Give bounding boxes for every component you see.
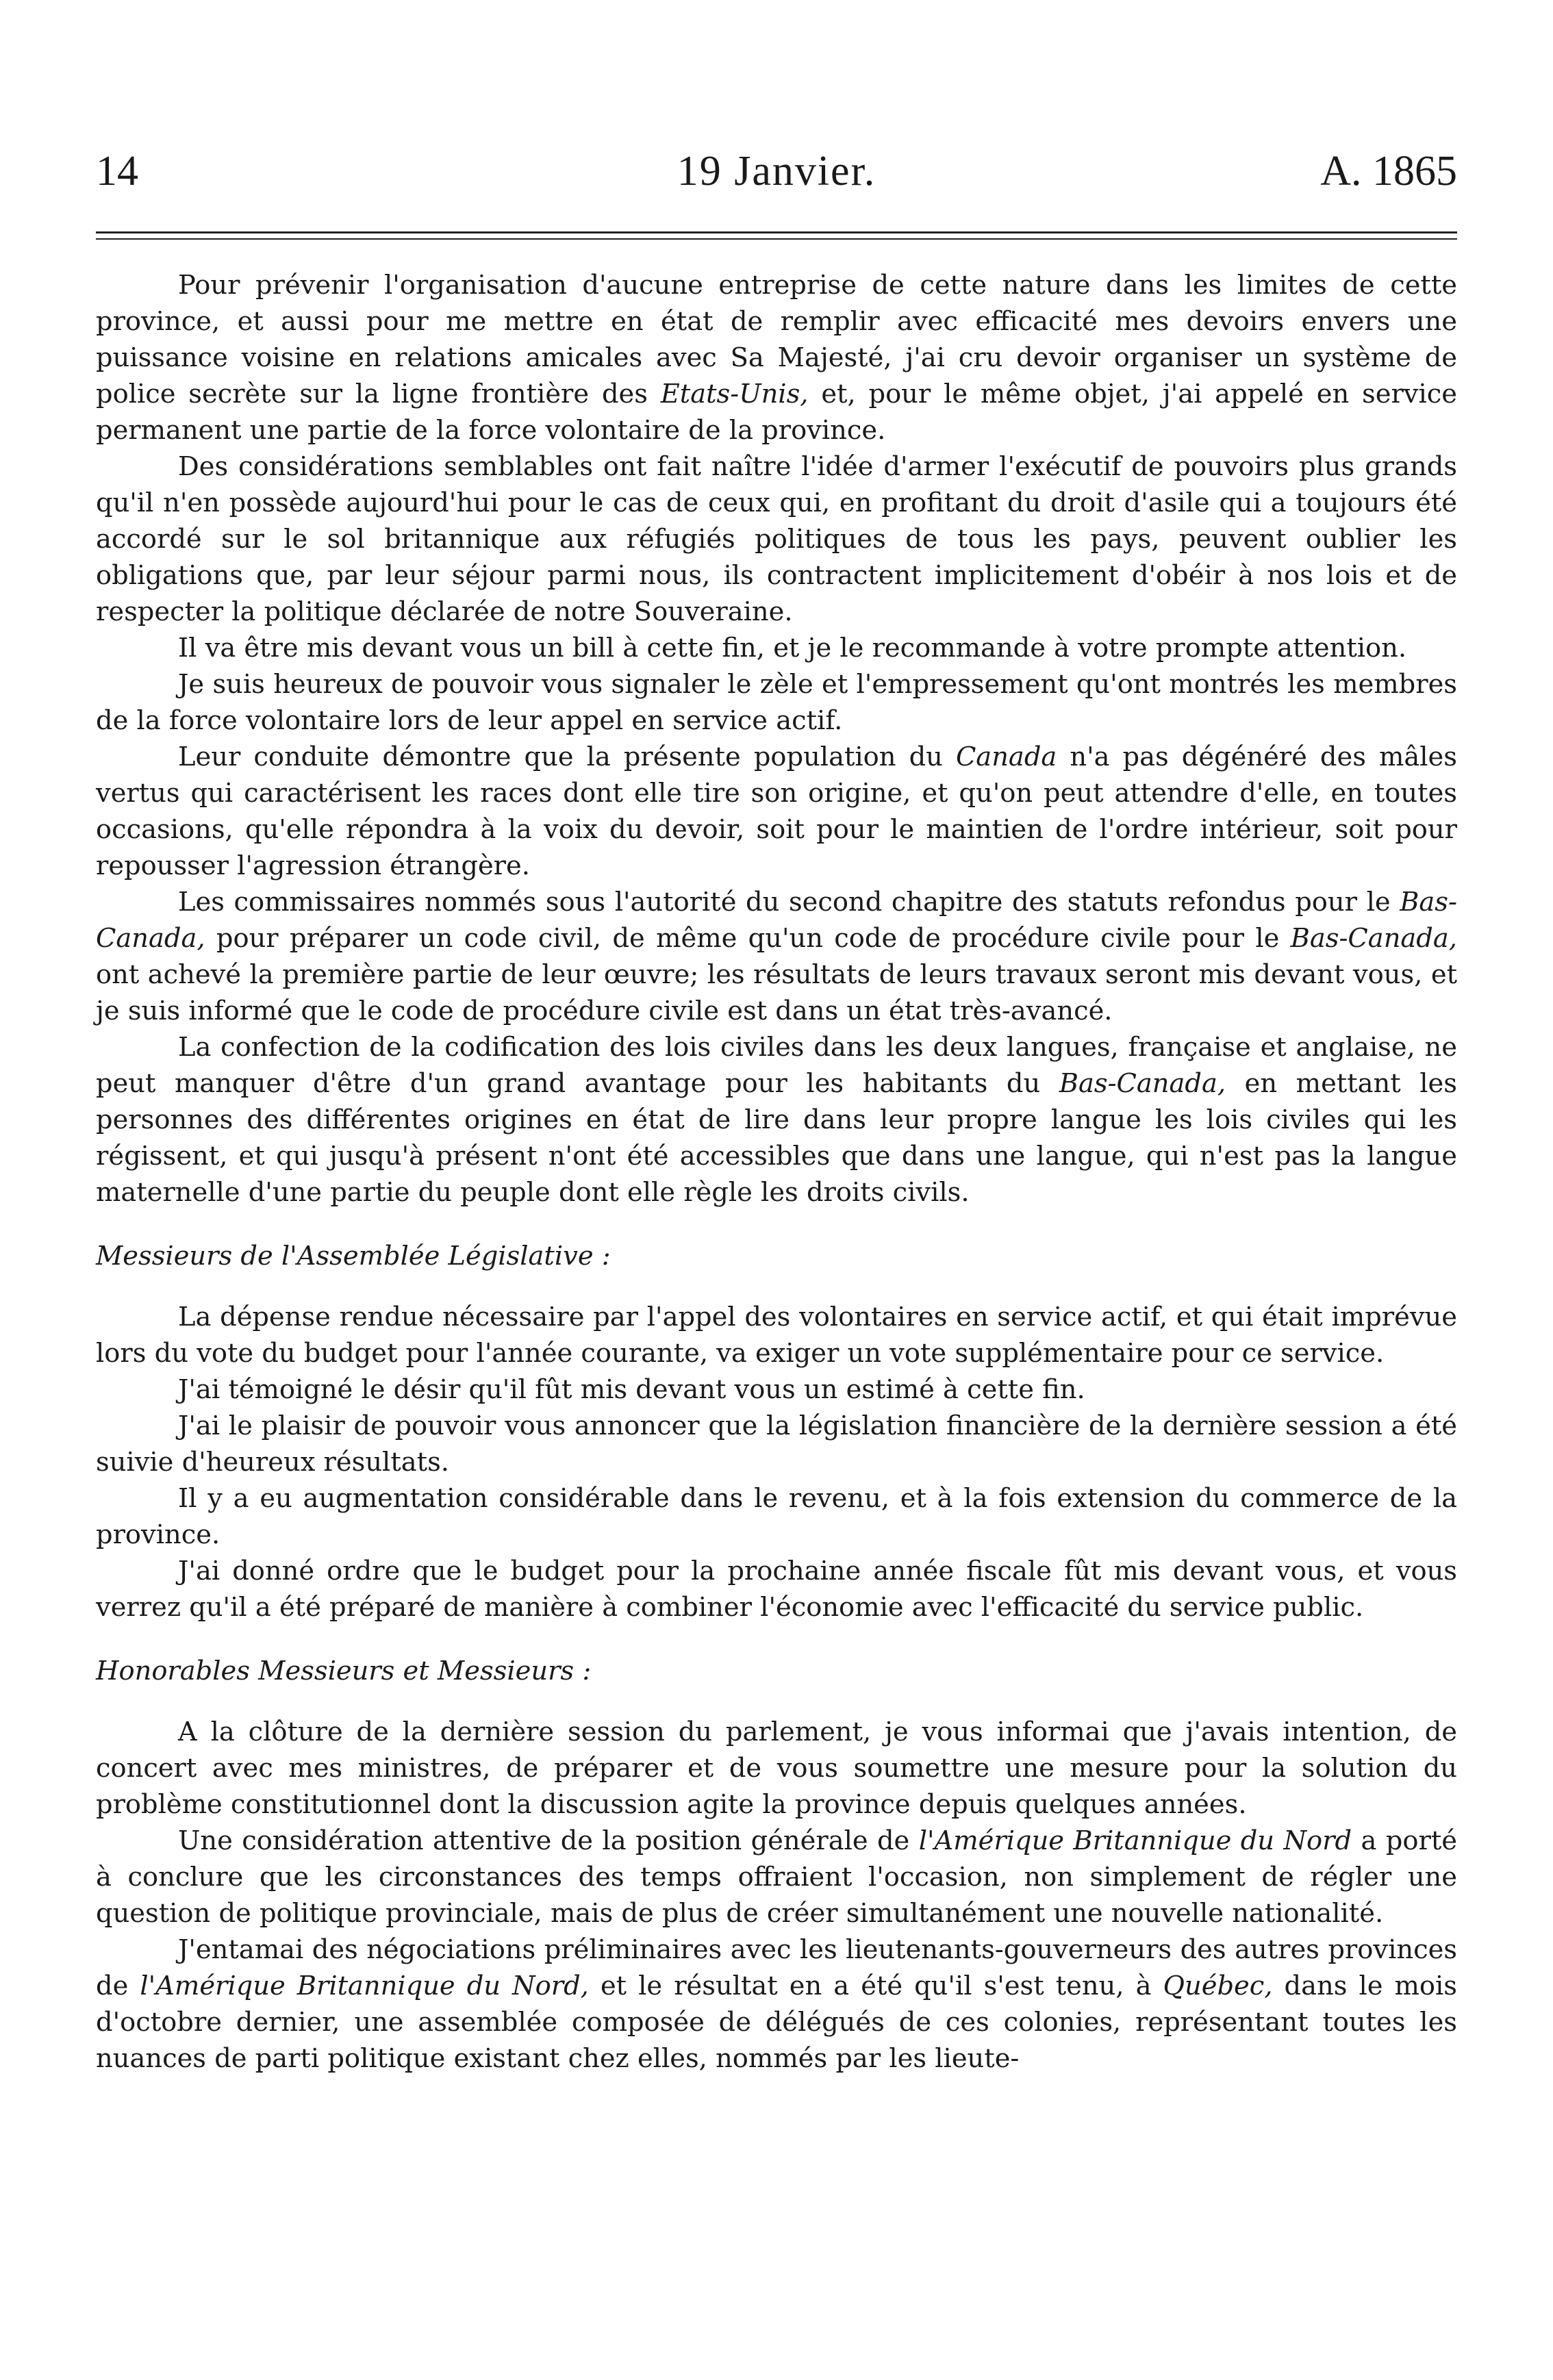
paragraph: J'entamai des négociations préliminaires avec les lieutenants-gouverneurs des autres provinces de l'Amérique Britannique du Nord, et le résultat en a été qu'il s'est tenu, à Québec, dans le mois d'octobre dernier, une assemblée composée de délégués de ces colonies, représentant toutes les nuances de parti politique existant chez elles, nommés par les lieute- xyxy=(96,1934,1457,2074)
paragraph: La confection de la codification des lois civiles dans les deux langues, française et anglaise, ne peut manquer d'être d'un grand avantage pour les habitants du Bas-Canada, en mettant les personnes des différentes origines en état de lire dans leur propre langue les lois civiles qui les régissent, et qui jusqu'à présent n'ont été accessibles que dans une langue, qui n'est pas la langue maternelle d'une partie du peuple dont elle règle les droits civils. xyxy=(96,1032,1457,1208)
paragraph: J'ai donné ordre que le budget pour la prochaine année fiscale fût mis devant vous, et vous verrez qu'il a été préparé de manière à combiner l'économie avec l'efficacité du service public. xyxy=(96,1556,1457,1623)
body-text xyxy=(96,267,1457,2077)
running-header xyxy=(96,147,1457,209)
paragraph: Une considération attentive de la position générale de l'Amérique Britannique du Nord a porté à conclure que les circonstances des temps offraient l'occasion, non simplement de régler une question de politique provinciale, mais de plus de créer simultanément une nouvelle nationalité. xyxy=(96,1825,1457,1929)
paragraph: A la clôture de la dernière session du parlement, je vous informai que j'avais intention, de concert avec mes ministres, de préparer et de vous soumettre une mesure pour la solution du problème constitutionnel dont la discussion agite la province depuis quelques années. xyxy=(96,1717,1457,1820)
paragraph: J'ai le plaisir de pouvoir vous annoncer que la législation financière de la dernière session a été suivie d'heureux résultats. xyxy=(96,1410,1457,1478)
paragraph: Les commissaires nommés sous l'autorité du second chapitre des statuts refondus pour le Bas-Canada, pour préparer un code civil, de même qu'un code de procédure civile pour le Bas-Canada, ont achevé la première partie de leur œuvre; les résultats de leurs travaux seront mis devant vous, et je suis informé que le code de procédure civile est dans un état très-avancé. xyxy=(96,887,1457,1026)
paragraph: Il y a eu augmentation considérable dans le revenu, et à la fois extension du commerce de la province. xyxy=(96,1483,1457,1550)
header-rule-bottom xyxy=(96,238,1457,240)
paragraph: Il va être mis devant vous un bill à cette fin, et je le recommande à votre prompte attention. xyxy=(178,633,1407,663)
header-rule-top xyxy=(96,231,1457,233)
address-heading: Honorables Messieurs et Messieurs : xyxy=(96,1656,592,1686)
paragraph: Des considérations semblables ont fait naître l'idée d'armer l'exécutif de pouvoirs plus grands qu'il n'en possède aujourd'hui pour le cas de ceux qui, en profitant du droit d'asile qui a toujours été accordé sur le sol britannique aux réfugiés politiques de tous les pays, peuvent oublier les obligations que, par leur séjour parmi nous, ils contractent implicitement d'obéir à nos lois et de respecter la politique déclarée de notre Souveraine. xyxy=(96,451,1457,627)
header-year: A. 1865 xyxy=(1320,148,1457,194)
header-date: 19 Janvier. xyxy=(677,148,876,194)
paragraph: Pour prévenir l'organisation d'aucune entreprise de cette nature dans les limites de cette province, et aussi pour me mettre en état de remplir avec efficacité mes devoirs envers une puissance voisine en relations amicales avec Sa Majesté, j'ai cru devoir organiser un système de police secrète sur la ligne frontière des Etats-Unis, et, pour le même objet, j'ai appelé en service permanent une partie de la force volontaire de la province. xyxy=(96,270,1457,446)
paragraph: La dépense rendue nécessaire par l'appel des volontaires en service actif, et qui était imprévue lors du vote du budget pour l'année courante, va exiger un vote supplémentaire pour ce service. xyxy=(96,1302,1457,1369)
paragraph: Leur conduite démontre que la présente population du Canada n'a pas dégénéré des mâles vertus qui caractérisent les races dont elle tire son origine, et qu'on peut attendre d'elle, en toutes occasions, qu'elle répondra à la voix du devoir, soit pour le maintien de l'ordre intérieur, soit pour repousser l'agression étrangère. xyxy=(96,742,1457,881)
paragraph: Je suis heureux de pouvoir vous signaler le zèle et l'empressement qu'ont montrés les membres de la force volontaire lors de leur appel en service actif. xyxy=(96,669,1457,736)
address-heading: Messieurs de l'Assemblée Législative : xyxy=(96,1241,611,1271)
page-number: 14 xyxy=(96,148,138,194)
paragraph: J'ai témoigné le désir qu'il fût mis devant vous un estimé à cette fin. xyxy=(178,1374,1085,1405)
